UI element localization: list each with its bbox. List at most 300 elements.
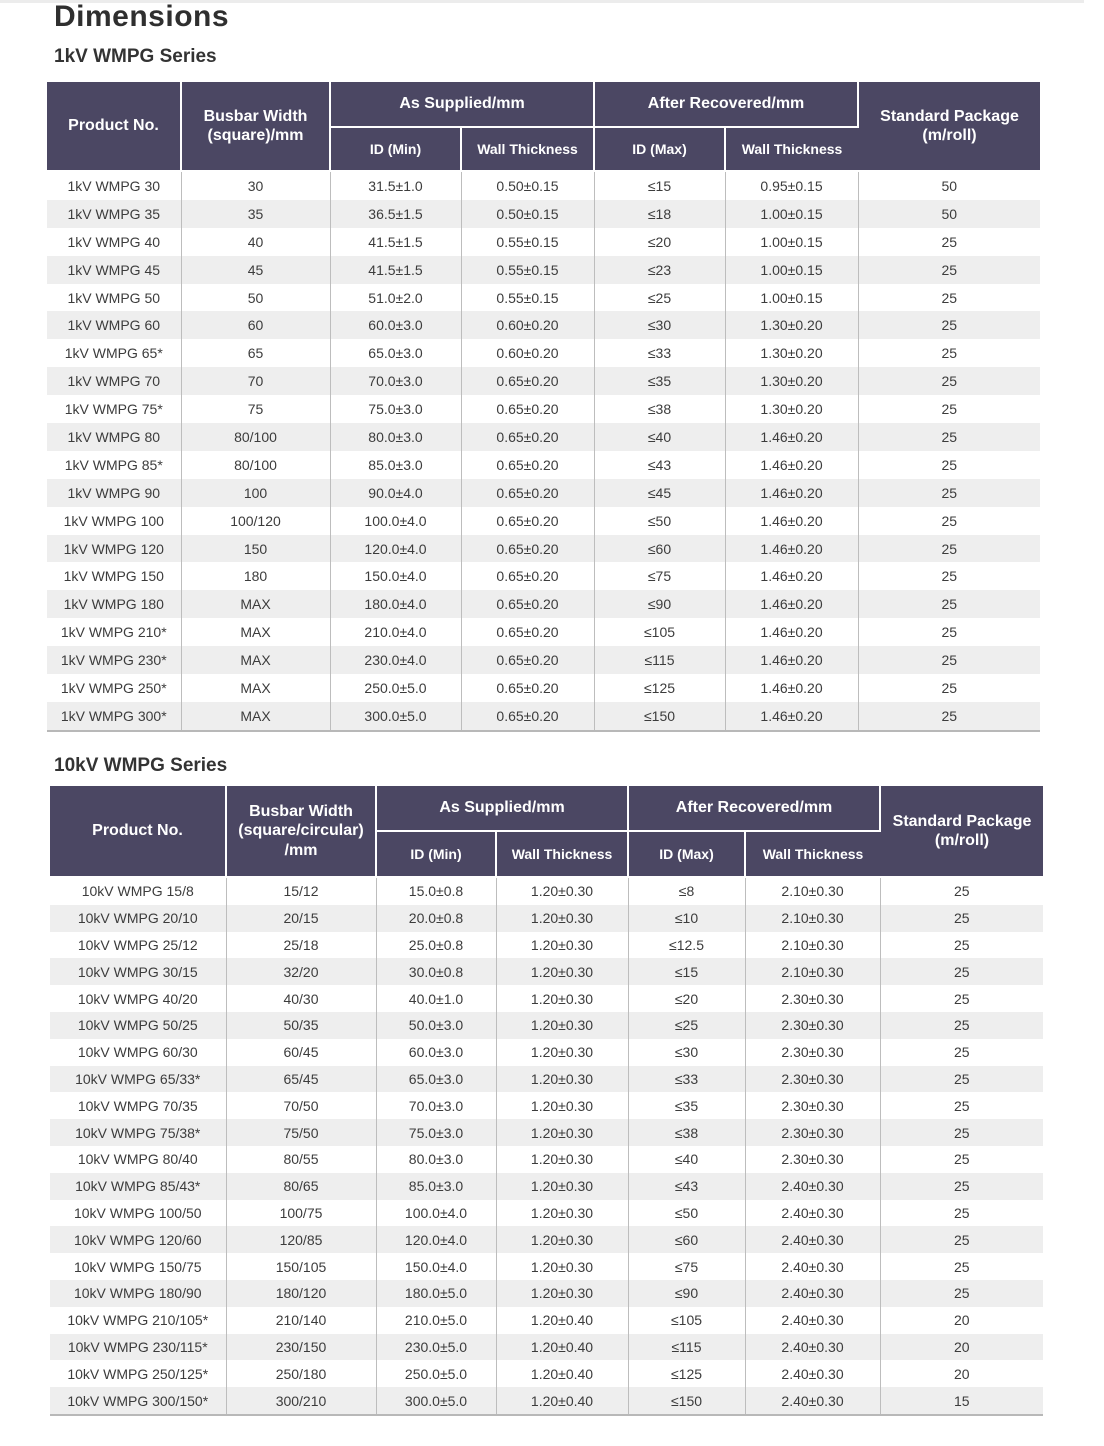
cell-id-min: 80.0±3.0 <box>376 1146 496 1173</box>
cell-busbar-width: 210/140 <box>226 1307 376 1334</box>
table-row <box>47 395 1040 423</box>
cell-product-no: 10kV WMPG 120/60 <box>50 1226 226 1253</box>
cell-wall-thickness-supplied: 0.65±0.20 <box>461 562 594 590</box>
cell-id-min: 60.0±3.0 <box>330 311 461 339</box>
cell-wall-thickness-supplied: 0.65±0.20 <box>461 479 594 507</box>
cell-id-min: 75.0±3.0 <box>330 395 461 423</box>
cell-product-no: 1kV WMPG 150 <box>47 562 181 590</box>
cell-wall-thickness-recovered: 2.30±0.30 <box>745 1012 880 1039</box>
cell-product-no: 10kV WMPG 65/33* <box>50 1066 226 1093</box>
cell-wall-thickness-supplied: 0.65±0.20 <box>461 618 594 646</box>
cell-product-no: 10kV WMPG 70/35 <box>50 1092 226 1119</box>
header-wall-thickness-supplied: Wall Thickness <box>461 127 594 171</box>
cell-id-max: ≤15 <box>594 171 725 200</box>
cell-wall-thickness-recovered: 1.30±0.20 <box>725 339 858 367</box>
table-row <box>47 171 1040 200</box>
cell-wall-thickness-supplied: 1.20±0.30 <box>496 1200 628 1227</box>
cell-product-no: 10kV WMPG 30/15 <box>50 958 226 985</box>
cell-standard-package: 25 <box>880 1253 1043 1280</box>
cell-wall-thickness-supplied: 1.20±0.30 <box>496 877 628 905</box>
cell-id-min: 150.0±4.0 <box>376 1253 496 1280</box>
cell-wall-thickness-recovered: 1.30±0.20 <box>725 395 858 423</box>
table-row <box>50 985 1043 1012</box>
table-row <box>50 1200 1043 1227</box>
cell-wall-thickness-supplied: 0.65±0.20 <box>461 451 594 479</box>
cell-busbar-width: 75 <box>181 395 330 423</box>
cell-id-max: ≤8 <box>628 877 745 905</box>
cell-busbar-width: 70/50 <box>226 1092 376 1119</box>
cell-standard-package: 25 <box>858 367 1040 395</box>
cell-id-max: ≤23 <box>594 256 725 284</box>
table-row <box>50 1039 1043 1066</box>
cell-wall-thickness-recovered: 1.46±0.20 <box>725 590 858 618</box>
cell-wall-thickness-recovered: 1.46±0.20 <box>725 507 858 535</box>
cell-wall-thickness-recovered: 2.40±0.30 <box>745 1360 880 1387</box>
cell-standard-package: 25 <box>858 535 1040 563</box>
cell-product-no: 1kV WMPG 180 <box>47 590 181 618</box>
cell-wall-thickness-supplied: 0.65±0.20 <box>461 395 594 423</box>
cell-id-min: 90.0±4.0 <box>330 479 461 507</box>
cell-product-no: 1kV WMPG 250* <box>47 674 181 702</box>
cell-product-no: 10kV WMPG 80/40 <box>50 1146 226 1173</box>
table-row <box>47 284 1040 312</box>
table-row <box>50 1226 1043 1253</box>
cell-standard-package: 25 <box>858 395 1040 423</box>
cell-id-min: 250.0±5.0 <box>330 674 461 702</box>
cell-wall-thickness-supplied: 0.60±0.20 <box>461 311 594 339</box>
cell-product-no: 10kV WMPG 250/125* <box>50 1360 226 1387</box>
cell-wall-thickness-supplied: 1.20±0.30 <box>496 1226 628 1253</box>
cell-busbar-width: 15/12 <box>226 877 376 905</box>
cell-wall-thickness-recovered: 2.40±0.30 <box>745 1280 880 1307</box>
cell-wall-thickness-recovered: 2.40±0.30 <box>745 1387 880 1415</box>
cell-wall-thickness-supplied: 1.20±0.30 <box>496 1280 628 1307</box>
cell-busbar-width: 180 <box>181 562 330 590</box>
cell-standard-package: 25 <box>880 958 1043 985</box>
cell-id-min: 120.0±4.0 <box>330 535 461 563</box>
cell-id-min: 300.0±5.0 <box>330 702 461 731</box>
cell-wall-thickness-supplied: 1.20±0.30 <box>496 1012 628 1039</box>
cell-id-max: ≤38 <box>628 1119 745 1146</box>
cell-id-min: 100.0±4.0 <box>376 1200 496 1227</box>
cell-id-max: ≤35 <box>628 1092 745 1119</box>
cell-id-min: 85.0±3.0 <box>376 1173 496 1200</box>
cell-busbar-width: 100/75 <box>226 1200 376 1227</box>
cell-product-no: 10kV WMPG 230/115* <box>50 1334 226 1361</box>
cell-id-max: ≤30 <box>594 311 725 339</box>
cell-id-min: 25.0±0.8 <box>376 932 496 959</box>
cell-id-max: ≤40 <box>594 423 725 451</box>
cell-product-no: 10kV WMPG 50/25 <box>50 1012 226 1039</box>
cell-busbar-width: 250/180 <box>226 1360 376 1387</box>
page-title: Dimensions <box>54 0 230 33</box>
table-row <box>50 905 1043 932</box>
table-row <box>50 1334 1043 1361</box>
cell-wall-thickness-recovered: 2.30±0.30 <box>745 1119 880 1146</box>
cell-standard-package: 25 <box>880 905 1043 932</box>
table-row <box>50 1066 1043 1093</box>
cell-standard-package: 25 <box>858 339 1040 367</box>
table-row <box>47 311 1040 339</box>
cell-wall-thickness-supplied: 0.65±0.20 <box>461 423 594 451</box>
cell-wall-thickness-recovered: 1.30±0.20 <box>725 367 858 395</box>
table-10kv-wmpg <box>50 786 1043 1416</box>
cell-wall-thickness-recovered: 2.40±0.30 <box>745 1226 880 1253</box>
cell-wall-thickness-recovered: 2.40±0.30 <box>745 1334 880 1361</box>
cell-standard-package: 25 <box>858 228 1040 256</box>
cell-busbar-width: 32/20 <box>226 958 376 985</box>
cell-standard-package: 25 <box>858 507 1040 535</box>
cell-id-max: ≤43 <box>628 1173 745 1200</box>
cell-wall-thickness-supplied: 1.20±0.30 <box>496 1253 628 1280</box>
cell-id-max: ≤75 <box>594 562 725 590</box>
cell-id-min: 30.0±0.8 <box>376 958 496 985</box>
cell-busbar-width: 40 <box>181 228 330 256</box>
cell-product-no: 1kV WMPG 90 <box>47 479 181 507</box>
table-row <box>50 958 1043 985</box>
cell-busbar-width: MAX <box>181 702 330 731</box>
cell-wall-thickness-supplied: 1.20±0.40 <box>496 1307 628 1334</box>
cell-product-no: 10kV WMPG 25/12 <box>50 932 226 959</box>
cell-busbar-width: 40/30 <box>226 985 376 1012</box>
cell-product-no: 1kV WMPG 100 <box>47 507 181 535</box>
cell-wall-thickness-recovered: 1.46±0.20 <box>725 479 858 507</box>
cell-wall-thickness-supplied: 0.65±0.20 <box>461 674 594 702</box>
cell-standard-package: 25 <box>880 1226 1043 1253</box>
cell-standard-package: 25 <box>880 932 1043 959</box>
cell-id-min: 65.0±3.0 <box>330 339 461 367</box>
cell-id-max: ≤18 <box>594 200 725 228</box>
cell-busbar-width: 120/85 <box>226 1226 376 1253</box>
cell-id-max: ≤75 <box>628 1253 745 1280</box>
cell-wall-thickness-supplied: 0.65±0.20 <box>461 646 594 674</box>
cell-standard-package: 20 <box>880 1334 1043 1361</box>
cell-id-min: 250.0±5.0 <box>376 1360 496 1387</box>
table-row <box>50 1092 1043 1119</box>
cell-busbar-width: 80/100 <box>181 423 330 451</box>
table-row <box>50 1119 1043 1146</box>
cell-busbar-width: 150 <box>181 535 330 563</box>
cell-standard-package: 25 <box>858 311 1040 339</box>
cell-wall-thickness-supplied: 0.50±0.15 <box>461 200 594 228</box>
cell-wall-thickness-recovered: 1.30±0.20 <box>725 311 858 339</box>
cell-id-min: 230.0±5.0 <box>376 1334 496 1361</box>
cell-id-max: ≤105 <box>594 618 725 646</box>
cell-wall-thickness-recovered: 2.10±0.30 <box>745 905 880 932</box>
cell-id-max: ≤25 <box>628 1012 745 1039</box>
cell-wall-thickness-recovered: 1.46±0.20 <box>725 674 858 702</box>
cell-product-no: 1kV WMPG 300* <box>47 702 181 731</box>
cell-wall-thickness-supplied: 1.20±0.40 <box>496 1334 628 1361</box>
cell-id-max: ≤105 <box>628 1307 745 1334</box>
cell-id-max: ≤90 <box>594 590 725 618</box>
cell-id-max: ≤15 <box>628 958 745 985</box>
cell-busbar-width: 50/35 <box>226 1012 376 1039</box>
header-after-recovered: After Recovered/mm <box>594 82 858 127</box>
cell-id-min: 51.0±2.0 <box>330 284 461 312</box>
cell-wall-thickness-recovered: 1.46±0.20 <box>725 423 858 451</box>
cell-product-no: 1kV WMPG 35 <box>47 200 181 228</box>
table-row <box>47 562 1040 590</box>
table-row <box>50 1012 1043 1039</box>
cell-id-min: 20.0±0.8 <box>376 905 496 932</box>
cell-wall-thickness-recovered: 1.46±0.20 <box>725 451 858 479</box>
cell-wall-thickness-supplied: 1.20±0.40 <box>496 1387 628 1415</box>
cell-id-max: ≤10 <box>628 905 745 932</box>
cell-id-max: ≤43 <box>594 451 725 479</box>
cell-product-no: 1kV WMPG 30 <box>47 171 181 200</box>
cell-standard-package: 25 <box>858 590 1040 618</box>
cell-standard-package: 25 <box>858 451 1040 479</box>
cell-busbar-width: 80/65 <box>226 1173 376 1200</box>
cell-wall-thickness-supplied: 0.65±0.20 <box>461 535 594 563</box>
cell-id-max: ≤125 <box>594 674 725 702</box>
table-row <box>50 1307 1043 1334</box>
header-wall-thickness-recovered: Wall Thickness <box>725 127 858 171</box>
cell-id-min: 180.0±5.0 <box>376 1280 496 1307</box>
cell-product-no: 10kV WMPG 20/10 <box>50 905 226 932</box>
cell-id-max: ≤115 <box>594 646 725 674</box>
cell-standard-package: 25 <box>858 646 1040 674</box>
cell-id-max: ≤38 <box>594 395 725 423</box>
cell-id-max: ≤50 <box>628 1200 745 1227</box>
cell-standard-package: 25 <box>858 256 1040 284</box>
cell-id-max: ≤20 <box>628 985 745 1012</box>
cell-busbar-width: 180/120 <box>226 1280 376 1307</box>
cell-standard-package: 25 <box>880 985 1043 1012</box>
table-row <box>50 1280 1043 1307</box>
cell-id-max: ≤90 <box>628 1280 745 1307</box>
cell-wall-thickness-supplied: 0.65±0.20 <box>461 590 594 618</box>
cell-busbar-width: 30 <box>181 171 330 200</box>
cell-wall-thickness-supplied: 1.20±0.30 <box>496 1039 628 1066</box>
table-row <box>47 674 1040 702</box>
cell-id-min: 75.0±3.0 <box>376 1119 496 1146</box>
cell-standard-package: 25 <box>858 674 1040 702</box>
cell-id-max: ≤30 <box>628 1039 745 1066</box>
cell-id-min: 40.0±1.0 <box>376 985 496 1012</box>
header-busbar-width: Busbar Width (square)/mm <box>181 82 330 171</box>
cell-standard-package: 25 <box>858 284 1040 312</box>
cell-product-no: 10kV WMPG 85/43* <box>50 1173 226 1200</box>
cell-id-max: ≤60 <box>628 1226 745 1253</box>
cell-standard-package: 20 <box>880 1307 1043 1334</box>
cell-busbar-width: 70 <box>181 367 330 395</box>
cell-id-max: ≤125 <box>628 1360 745 1387</box>
cell-wall-thickness-supplied: 0.65±0.20 <box>461 507 594 535</box>
cell-busbar-width: MAX <box>181 674 330 702</box>
cell-product-no: 10kV WMPG 300/150* <box>50 1387 226 1415</box>
cell-standard-package: 15 <box>880 1387 1043 1415</box>
cell-busbar-width: 65 <box>181 339 330 367</box>
cell-id-max: ≤150 <box>594 702 725 731</box>
cell-id-max: ≤60 <box>594 535 725 563</box>
cell-busbar-width: 300/210 <box>226 1387 376 1415</box>
cell-wall-thickness-supplied: 0.55±0.15 <box>461 256 594 284</box>
cell-product-no: 1kV WMPG 60 <box>47 311 181 339</box>
cell-id-min: 36.5±1.5 <box>330 200 461 228</box>
cell-busbar-width: 60 <box>181 311 330 339</box>
table-row <box>50 1387 1043 1415</box>
table-row <box>47 339 1040 367</box>
table-row <box>47 423 1040 451</box>
cell-wall-thickness-recovered: 1.46±0.20 <box>725 618 858 646</box>
cell-id-min: 41.5±1.5 <box>330 228 461 256</box>
cell-id-max: ≤40 <box>628 1146 745 1173</box>
cell-busbar-width: 100/120 <box>181 507 330 535</box>
cell-id-min: 31.5±1.0 <box>330 171 461 200</box>
table-row <box>47 618 1040 646</box>
cell-wall-thickness-recovered: 2.30±0.30 <box>745 1066 880 1093</box>
cell-busbar-width: 25/18 <box>226 932 376 959</box>
table-row <box>50 1146 1043 1173</box>
header-standard-package: Standard Package (m/roll) <box>858 82 1040 171</box>
cell-id-max: ≤115 <box>628 1334 745 1361</box>
cell-id-max: ≤150 <box>628 1387 745 1415</box>
cell-product-no: 1kV WMPG 120 <box>47 535 181 563</box>
cell-id-min: 15.0±0.8 <box>376 877 496 905</box>
header-standard-package: Standard Package (m/roll) <box>880 786 1043 877</box>
cell-standard-package: 25 <box>858 423 1040 451</box>
table-row <box>50 1360 1043 1387</box>
cell-wall-thickness-supplied: 1.20±0.30 <box>496 1066 628 1093</box>
cell-id-max: ≤35 <box>594 367 725 395</box>
cell-product-no: 1kV WMPG 50 <box>47 284 181 312</box>
cell-wall-thickness-recovered: 2.10±0.30 <box>745 877 880 905</box>
cell-busbar-width: 80/100 <box>181 451 330 479</box>
cell-standard-package: 25 <box>880 1092 1043 1119</box>
cell-standard-package: 25 <box>880 877 1043 905</box>
table-row <box>47 590 1040 618</box>
cell-standard-package: 25 <box>858 702 1040 731</box>
cell-wall-thickness-recovered: 2.40±0.30 <box>745 1253 880 1280</box>
table-row <box>47 702 1040 731</box>
cell-standard-package: 25 <box>880 1146 1043 1173</box>
table-row <box>47 479 1040 507</box>
cell-id-max: ≤25 <box>594 284 725 312</box>
cell-busbar-width: 150/105 <box>226 1253 376 1280</box>
cell-id-min: 70.0±3.0 <box>376 1092 496 1119</box>
cell-id-max: ≤12.5 <box>628 932 745 959</box>
cell-wall-thickness-recovered: 2.40±0.30 <box>745 1173 880 1200</box>
header-id-min: ID (Min) <box>330 127 461 171</box>
cell-wall-thickness-supplied: 0.60±0.20 <box>461 339 594 367</box>
series-1kv-title: 1kV WMPG Series <box>54 46 217 67</box>
cell-id-min: 150.0±4.0 <box>330 562 461 590</box>
cell-wall-thickness-supplied: 0.55±0.15 <box>461 284 594 312</box>
cell-wall-thickness-recovered: 1.00±0.15 <box>725 200 858 228</box>
table-row <box>50 932 1043 959</box>
table-row <box>47 507 1040 535</box>
table-row <box>47 646 1040 674</box>
cell-product-no: 1kV WMPG 40 <box>47 228 181 256</box>
cell-wall-thickness-recovered: 0.95±0.15 <box>725 171 858 200</box>
cell-id-min: 85.0±3.0 <box>330 451 461 479</box>
cell-wall-thickness-recovered: 2.30±0.30 <box>745 985 880 1012</box>
header-busbar-width: Busbar Width (square/circular) /mm <box>226 786 376 877</box>
cell-product-no: 1kV WMPG 70 <box>47 367 181 395</box>
table-row <box>47 228 1040 256</box>
cell-wall-thickness-recovered: 1.46±0.20 <box>725 562 858 590</box>
cell-id-min: 60.0±3.0 <box>376 1039 496 1066</box>
cell-wall-thickness-supplied: 1.20±0.30 <box>496 1092 628 1119</box>
cell-standard-package: 25 <box>880 1173 1043 1200</box>
cell-id-min: 41.5±1.5 <box>330 256 461 284</box>
cell-product-no: 10kV WMPG 60/30 <box>50 1039 226 1066</box>
series-10kv-title: 10kV WMPG Series <box>54 755 228 776</box>
cell-id-max: ≤33 <box>628 1066 745 1093</box>
cell-standard-package: 25 <box>880 1012 1043 1039</box>
cell-product-no: 10kV WMPG 100/50 <box>50 1200 226 1227</box>
table-row <box>47 535 1040 563</box>
header-id-max: ID (Max) <box>628 831 745 877</box>
cell-product-no: 10kV WMPG 75/38* <box>50 1119 226 1146</box>
cell-product-no: 1kV WMPG 65* <box>47 339 181 367</box>
header-product-no: Product No. <box>50 786 226 877</box>
cell-wall-thickness-supplied: 1.20±0.30 <box>496 1146 628 1173</box>
cell-id-min: 70.0±3.0 <box>330 367 461 395</box>
cell-busbar-width: 65/45 <box>226 1066 376 1093</box>
table-row <box>47 200 1040 228</box>
cell-busbar-width: 230/150 <box>226 1334 376 1361</box>
cell-wall-thickness-recovered: 1.46±0.20 <box>725 535 858 563</box>
cell-wall-thickness-supplied: 1.20±0.30 <box>496 958 628 985</box>
cell-id-min: 210.0±4.0 <box>330 618 461 646</box>
table-row <box>50 877 1043 905</box>
cell-id-min: 300.0±5.0 <box>376 1387 496 1415</box>
cell-busbar-width: 75/50 <box>226 1119 376 1146</box>
cell-busbar-width: MAX <box>181 590 330 618</box>
cell-busbar-width: 80/55 <box>226 1146 376 1173</box>
cell-wall-thickness-recovered: 2.30±0.30 <box>745 1039 880 1066</box>
cell-wall-thickness-recovered: 2.10±0.30 <box>745 932 880 959</box>
cell-wall-thickness-recovered: 2.10±0.30 <box>745 958 880 985</box>
cell-product-no: 10kV WMPG 150/75 <box>50 1253 226 1280</box>
cell-product-no: 1kV WMPG 45 <box>47 256 181 284</box>
cell-wall-thickness-supplied: 1.20±0.30 <box>496 1173 628 1200</box>
table-row <box>47 256 1040 284</box>
cell-product-no: 1kV WMPG 80 <box>47 423 181 451</box>
header-wall-thickness-recovered: Wall Thickness <box>745 831 880 877</box>
header-id-max: ID (Max) <box>594 127 725 171</box>
table-row <box>50 1173 1043 1200</box>
header-id-min: ID (Min) <box>376 831 496 877</box>
cell-busbar-width: 50 <box>181 284 330 312</box>
cell-wall-thickness-recovered: 2.30±0.30 <box>745 1146 880 1173</box>
table-1kv-wmpg <box>47 82 1040 732</box>
cell-wall-thickness-supplied: 1.20±0.30 <box>496 932 628 959</box>
cell-standard-package: 25 <box>880 1119 1043 1146</box>
cell-busbar-width: 60/45 <box>226 1039 376 1066</box>
cell-wall-thickness-recovered: 1.46±0.20 <box>725 646 858 674</box>
cell-busbar-width: MAX <box>181 618 330 646</box>
cell-product-no: 10kV WMPG 180/90 <box>50 1280 226 1307</box>
cell-wall-thickness-recovered: 1.00±0.15 <box>725 228 858 256</box>
cell-wall-thickness-supplied: 1.20±0.30 <box>496 985 628 1012</box>
header-after-recovered: After Recovered/mm <box>628 786 880 831</box>
cell-id-min: 120.0±4.0 <box>376 1226 496 1253</box>
cell-busbar-width: 20/15 <box>226 905 376 932</box>
cell-product-no: 1kV WMPG 230* <box>47 646 181 674</box>
cell-busbar-width: MAX <box>181 646 330 674</box>
cell-id-min: 80.0±3.0 <box>330 423 461 451</box>
cell-wall-thickness-recovered: 1.00±0.15 <box>725 256 858 284</box>
cell-product-no: 10kV WMPG 210/105* <box>50 1307 226 1334</box>
cell-wall-thickness-supplied: 0.55±0.15 <box>461 228 594 256</box>
cell-standard-package: 25 <box>880 1200 1043 1227</box>
cell-busbar-width: 35 <box>181 200 330 228</box>
cell-wall-thickness-recovered: 2.30±0.30 <box>745 1092 880 1119</box>
